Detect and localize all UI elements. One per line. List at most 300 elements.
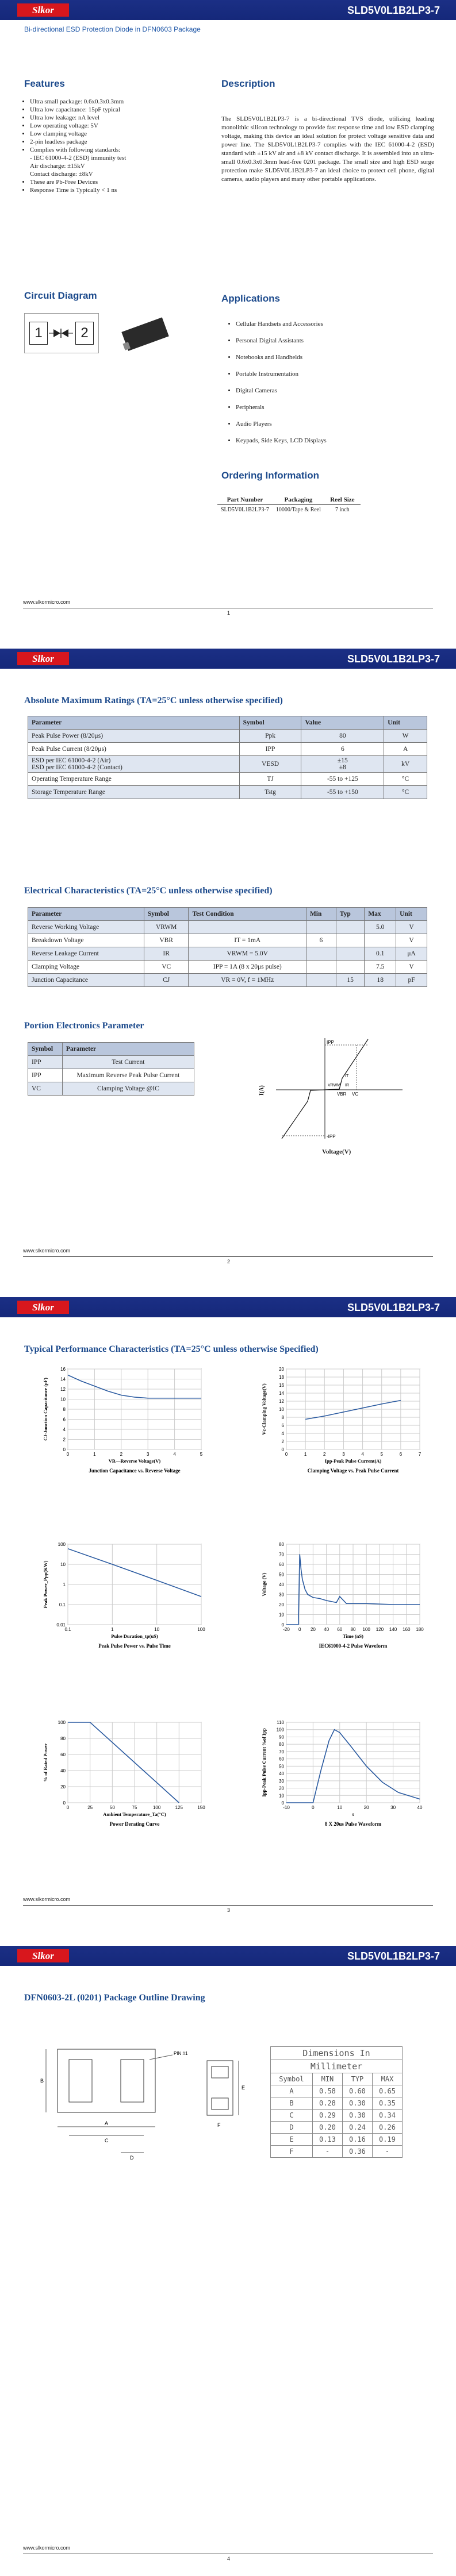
chart-y-tick-label: 110 <box>277 1720 284 1725</box>
elec-table-cell: VC <box>144 961 189 974</box>
dimensions-cell: A <box>271 2085 313 2097</box>
chart-x-tick-label: 160 <box>403 1627 411 1632</box>
chart-y-tick-label: 70 <box>279 1749 284 1754</box>
chart-x-tick-label: 4 <box>361 1452 364 1457</box>
chart-x-axis-label: Ambient Temperature_Ta(°C) <box>103 1811 166 1817</box>
abs-table-cell: IPP <box>239 743 301 756</box>
chart-y-tick-label: 0 <box>63 1800 66 1806</box>
chart-title: Clamping Voltage vs. Peak Pulse Current <box>307 1468 399 1474</box>
header-bar <box>0 1946 456 1966</box>
chart-y-tick-label: 10 <box>279 1612 284 1618</box>
elec-table-cell: V <box>396 934 427 947</box>
dimensions-cell: 0.58 <box>312 2085 342 2097</box>
chart-x-axis-label: Time (nS) <box>343 1633 363 1639</box>
applications-list <box>224 316 426 449</box>
chart-y-axis-label: % of Rated Power <box>43 1743 48 1782</box>
chart-x-tick-label: 0 <box>66 1452 70 1457</box>
application-item: • Audio Players <box>236 416 426 433</box>
elec-table-cell: V <box>396 921 427 934</box>
iv-label-ipp: IPP <box>327 1040 334 1045</box>
chart-x-tick-label: 5 <box>380 1452 383 1457</box>
chart-x-tick-label: 2 <box>120 1452 123 1457</box>
ordering-header-reel: Reel Size <box>324 495 360 505</box>
abs-table-cell: 6 <box>301 743 384 756</box>
dimensions-cell: 0.34 <box>372 2110 402 2122</box>
chart-x-tick-label: 140 <box>389 1627 397 1632</box>
elec-table-cell <box>336 921 365 934</box>
elec-table-cell: 15 <box>336 974 365 987</box>
dim-label-d: D <box>130 2155 134 2161</box>
chart-x-tick-label: 3 <box>146 1452 150 1457</box>
feature-item: • Ultra small package: 0.6x0.3x0.3mm <box>30 98 208 106</box>
elec-table-row <box>28 961 427 974</box>
portion-parameter-title: Portion Electronics Parameter <box>24 1021 144 1031</box>
dimensions-table <box>270 2046 403 2158</box>
abs-table-cell: ESD per IEC 61000-4-2 (Air) ESD per IEC 61000-4-2 (Contact) <box>28 756 240 773</box>
elec-table-cell: V <box>396 961 427 974</box>
dimensions-cell: 0.28 <box>312 2097 342 2110</box>
dimensions-row <box>271 2110 403 2122</box>
chart-x-tick-label: 150 <box>197 1805 205 1810</box>
dimensions-cell: - <box>312 2146 342 2158</box>
features-title: Features <box>24 78 65 89</box>
chart-x-tick-label: 1 <box>93 1452 96 1457</box>
iv-label-it: IT <box>345 1074 349 1078</box>
chart-y-tick-label: 20 <box>279 1602 284 1607</box>
footer-divider <box>23 1256 433 1257</box>
chart-y-tick-label: 40 <box>279 1771 284 1777</box>
chart-y-tick-label: 40 <box>60 1768 66 1773</box>
part-number: SLD5V0L1B2LP3-7 <box>347 1950 440 1962</box>
iv-label-vrwm: VRWM <box>328 1083 341 1088</box>
elec-table-cell: VBR <box>144 934 189 947</box>
elec-table-cell: Breakdown Voltage <box>28 934 144 947</box>
description-text: The SLD5V0L1B2LP3-7 is a bi-directional TVS diode, utilizing leading monolithic silicon technology to provide fast response time and low ESD clamping voltage, making this device an ideal solution for protect voltage sensitive data and power line. The SLD5V0L1B2LP3-7 complies with the IEC 61000-4-2 (ESD) standard with ±15 kV air and ±8 kV contact discharge. It is assembled into an ultra-small 0.6x0.3x0.3mm lead-free 0201 package. The small size and high ESD surge protection make SLD5V0L1B2LP3-7 an ideal choice to protect cell phone, digital cameras, audio players and many other portable applications. <box>221 115 434 183</box>
absolute-max-ratings-table <box>28 716 427 799</box>
iv-label-neg-ipp: -IPP <box>327 1134 336 1139</box>
dimensions-header: Symbol <box>271 2073 313 2085</box>
elec-table-cell: Junction Capacitance <box>28 974 144 987</box>
chart-y-tick-label: 18 <box>279 1375 284 1380</box>
chart-title: Junction Capacitance vs. Reverse Voltage <box>89 1468 181 1474</box>
chart-y-tick-label: 40 <box>279 1582 284 1587</box>
abs-table-cell: °C <box>384 786 427 799</box>
elec-table-cell <box>336 947 365 961</box>
chart-x-tick-label: 3 <box>342 1452 345 1457</box>
iv-y-axis-label: I(A) <box>259 1085 265 1096</box>
chart-x-tick-label: 2 <box>323 1452 326 1457</box>
pin-1-label: 1 <box>29 322 48 345</box>
elec-table-cell: IT = 1mA <box>189 934 306 947</box>
chart-x-tick-label: 50 <box>109 1805 115 1810</box>
elec-table-cell: CJ <box>144 974 189 987</box>
dim-label-b: B <box>40 2078 44 2084</box>
abs-table-cell: Operating Temperature Range <box>28 773 240 786</box>
chart-y-axis-label: Vc-Clamping Voltage(V) <box>261 1383 267 1435</box>
chart-y-tick-label: 60 <box>279 1562 284 1567</box>
chart-y-tick-label: 14 <box>279 1391 284 1396</box>
portion-table-cell: Clamping Voltage @IC <box>62 1082 194 1096</box>
dimensions-cell: F <box>271 2146 313 2158</box>
chart-x-tick-label: 6 <box>399 1452 403 1457</box>
elec-table-cell <box>306 921 336 934</box>
chart-y-tick-label: 80 <box>279 1542 284 1547</box>
elec-table-cell: 6 <box>306 934 336 947</box>
dimensions-cell: 0.30 <box>342 2097 372 2110</box>
chart-x-tick-label: 10 <box>337 1805 343 1810</box>
chart-y-axis-label: Peak Power_Ppp(KW) <box>43 1560 48 1609</box>
chart-y-tick-label: 60 <box>279 1756 284 1762</box>
ordering-packaging: 10000/Tape & Reel <box>275 507 321 513</box>
chart-y-tick-label: 0 <box>63 1447 66 1452</box>
chart-y-tick-label: 10 <box>279 1793 284 1799</box>
abs-table-cell: -55 to +125 <box>301 773 384 786</box>
chart-y-tick-label: 30 <box>279 1778 284 1784</box>
abs-table-cell: kV <box>384 756 427 773</box>
header-bar <box>0 0 456 20</box>
dimensions-cell: C <box>271 2110 313 2122</box>
chart-x-tick-label: 40 <box>324 1627 329 1632</box>
elec-table-cell: IR <box>144 947 189 961</box>
portion-table-header: Symbol <box>28 1043 63 1056</box>
chart-x-tick-label: -20 <box>283 1627 290 1632</box>
electrical-characteristics-title: Electrical Characteristics (TA=25°C unless otherwise specified) <box>24 886 273 896</box>
abs-table-row <box>28 743 427 756</box>
chart-y-axis-label: Ipp-Peak Pulse Current %of Ipp <box>261 1728 267 1797</box>
dimensions-header: MIN <box>312 2073 342 2085</box>
chart-x-tick-label: 125 <box>175 1805 183 1810</box>
feature-item: Air discharge: ±15kV <box>30 163 85 169</box>
abs-table-header: Symbol <box>239 716 301 730</box>
abs-table-cell: ±15 ±8 <box>301 756 384 773</box>
elec-table-cell: Reverse Working Voltage <box>28 921 144 934</box>
abs-table-cell: Ppk <box>239 730 301 743</box>
chart-y-tick-label: 2 <box>281 1439 284 1444</box>
abs-table-cell: W <box>384 730 427 743</box>
iv-label-vbr: VBR <box>337 1092 347 1097</box>
elec-table-header: Symbol <box>144 908 189 921</box>
chart-plot-area <box>286 1722 420 1803</box>
ordering-part-number: SLD5V0L1B2LP3-7 <box>221 507 269 513</box>
chart-y-tick-label: 2 <box>63 1437 66 1443</box>
features-list <box>17 98 208 194</box>
chart-8x20-pulse-waveform <box>259 1717 431 1829</box>
chart-x-axis-label: Ipp-Peak Pulse Current(A) <box>324 1458 382 1464</box>
electrical-characteristics-table <box>28 907 427 987</box>
elec-table-cell: VRWM <box>144 921 189 934</box>
elec-table-cell <box>189 921 306 934</box>
elec-table-cell <box>365 934 396 947</box>
package-side-view <box>196 2049 259 2135</box>
chart-x-tick-label: 0 <box>298 1627 301 1632</box>
elec-table-cell: 7.5 <box>365 961 396 974</box>
abs-table-cell: Peak Pulse Current (8/20μs) <box>28 743 240 756</box>
chart-y-tick-label: 10 <box>279 1407 284 1412</box>
chart-y-axis-label: Voltage (V) <box>261 1572 267 1596</box>
dimensions-cell: 0.30 <box>342 2110 372 2122</box>
chart-capacitance-vs-voltage <box>40 1363 213 1475</box>
chart-x-tick-label: 40 <box>417 1805 423 1810</box>
chart-y-tick-label: 0 <box>281 1447 284 1452</box>
elec-table-cell: VR = 0V, f = 1MHz <box>189 974 306 987</box>
page-1 <box>0 0 456 630</box>
elec-table-row <box>28 934 427 947</box>
dimensions-cell: 0.65 <box>372 2085 402 2097</box>
chart-x-tick-label: 20 <box>363 1805 369 1810</box>
chart-y-tick-label: 50 <box>279 1572 284 1578</box>
feature-item: • Response Time is Typically < 1 ns <box>30 186 208 194</box>
elec-table-row <box>28 947 427 961</box>
portion-table-row <box>28 1069 194 1082</box>
chart-y-tick-label: 6 <box>63 1417 66 1422</box>
part-number: SLD5V0L1B2LP3-7 <box>347 653 440 665</box>
application-item: • Personal Digital Assistants <box>236 333 426 349</box>
footer-url[interactable]: www.slkormicro.com <box>23 2545 71 2551</box>
chart-x-tick-label: 30 <box>390 1805 396 1810</box>
application-item: • Cellular Handsets and Accessories <box>236 316 426 333</box>
feature-item: • These are Pb-Free Devices <box>30 178 208 186</box>
feature-item: • 2-pin leadless package <box>30 138 208 146</box>
chart-x-tick-label: 0 <box>285 1452 288 1457</box>
portion-table-header: Parameter <box>62 1043 194 1056</box>
dimensions-cell: 0.60 <box>342 2085 372 2097</box>
page-number: 1 <box>227 610 231 616</box>
chart-x-tick-label: 10 <box>154 1627 160 1632</box>
chart-y-tick-label: 20 <box>279 1786 284 1791</box>
pin-2-label: 2 <box>75 322 94 345</box>
footer-divider <box>23 1905 433 1906</box>
chart-iec-pulse-waveform <box>259 1538 431 1651</box>
brand-logo: Slkor <box>17 1301 69 1314</box>
chart-x-tick-label: 25 <box>87 1805 93 1810</box>
application-item: • Digital Cameras <box>236 383 426 399</box>
portion-table-row <box>28 1056 194 1069</box>
chart-y-tick-label: 12 <box>279 1399 284 1404</box>
feature-item: • Low operating voltage: 5V <box>30 122 208 130</box>
dimensions-cell: 0.29 <box>312 2110 342 2122</box>
page-number: 2 <box>227 1259 231 1264</box>
page-subtitle: Bi-directional ESD Protection Diode in DFN0603 Package <box>24 25 201 33</box>
pin1-label: PIN #1 <box>174 2051 188 2056</box>
dimensions-header: TYP <box>342 2073 372 2085</box>
chart-y-tick-label: 10 <box>60 1562 66 1567</box>
chart-x-tick-label: -10 <box>283 1805 290 1810</box>
abs-table-cell: Storage Temperature Range <box>28 786 240 799</box>
page-3 <box>0 1297 456 1927</box>
elec-table-cell: μA <box>396 947 427 961</box>
page-2 <box>0 649 456 1278</box>
application-item: • Peripherals <box>236 399 426 416</box>
chart-y-tick-label: 4 <box>281 1431 284 1436</box>
abs-table-cell: TJ <box>239 773 301 786</box>
abs-table-header: Unit <box>384 716 427 730</box>
application-item: • Keypads, Side Keys, LCD Displays <box>236 433 426 449</box>
chart-x-tick-label: 4 <box>173 1452 176 1457</box>
part-number: SLD5V0L1B2LP3-7 <box>347 5 440 16</box>
chart-title: 8 X 20us Pulse Waveform <box>324 1821 382 1827</box>
page-number: 4 <box>227 2556 231 2562</box>
elec-table-header: Test Condition <box>189 908 306 921</box>
chart-y-tick-label: 0 <box>281 1800 284 1806</box>
dim-label-f: F <box>217 2122 221 2128</box>
chart-y-tick-label: 10 <box>60 1397 66 1402</box>
chart-x-axis-label: VR—Reverse Voltage(V) <box>108 1458 161 1464</box>
tvs-diode-icon <box>49 327 73 339</box>
elec-table-row <box>28 921 427 934</box>
elec-table-cell: Clamping Voltage <box>28 961 144 974</box>
chart-y-tick-label: 16 <box>60 1367 66 1372</box>
chart-y-tick-label: 50 <box>279 1764 284 1769</box>
elec-table-cell: 5.0 <box>365 921 396 934</box>
chart-y-tick-label: 20 <box>279 1367 284 1372</box>
elec-table-header: Unit <box>396 908 427 921</box>
dimensions-row <box>271 2122 403 2134</box>
chart-x-tick-label: 0 <box>312 1805 315 1810</box>
chart-x-tick-label: 1 <box>111 1627 114 1632</box>
feature-item: Contact discharge: ±8kV <box>30 171 93 178</box>
portion-table-cell: Maximum Reverse Peak Pulse Current <box>62 1069 194 1082</box>
dimensions-cell: D <box>271 2122 313 2134</box>
elec-table-cell: VRWM = 5.0V <box>189 947 306 961</box>
elec-table-cell: Reverse Leakage Current <box>28 947 144 961</box>
feature-item: - IEC 61000-4-2 (ESD) immunity test <box>30 155 127 161</box>
abs-table-cell: Peak Pulse Power (8/20μs) <box>28 730 240 743</box>
chart-title: Peak Pulse Power vs. Pulse Time <box>98 1643 171 1649</box>
dimensions-header: MAX <box>372 2073 402 2085</box>
chart-x-tick-label: 100 <box>362 1627 370 1632</box>
portion-table-row <box>28 1082 194 1096</box>
iv-label-ir: IR <box>345 1083 349 1088</box>
circuit-diagram-title: Circuit Diagram <box>24 290 97 301</box>
dimensions-title-1: Dimensions In <box>271 2047 403 2060</box>
chart-x-tick-label: 80 <box>350 1627 356 1632</box>
application-item: • Portable Instrumentation <box>236 366 426 383</box>
chart-y-tick-label: 100 <box>276 1727 284 1733</box>
dimensions-row <box>271 2097 403 2110</box>
chart-x-tick-label: 180 <box>416 1627 424 1632</box>
elec-table-cell <box>306 947 336 961</box>
chart-y-tick-label: 14 <box>60 1376 66 1382</box>
dim-label-c: C <box>105 2138 109 2143</box>
dimensions-row <box>271 2146 403 2158</box>
page-4 <box>0 1946 456 2575</box>
dimensions-cell: 0.20 <box>312 2122 342 2134</box>
chart-x-axis-label: Pulse Duration_tp(uS) <box>111 1633 158 1639</box>
abs-table-cell: -55 to +150 <box>301 786 384 799</box>
chart-power-derating <box>40 1717 213 1829</box>
application-item: • Notebooks and Handhelds <box>236 349 426 366</box>
circuit-symbol-box <box>24 313 99 353</box>
abs-table-row <box>28 773 427 786</box>
chart-y-tick-label: 12 <box>60 1387 66 1392</box>
chart-title: IEC61000-4-2 Pulse Waveform <box>319 1643 388 1649</box>
chart-x-tick-label: 0 <box>66 1805 70 1810</box>
portion-parameter-table <box>28 1042 194 1096</box>
iv-label-vc: VC <box>352 1092 359 1097</box>
chart-x-tick-label: 100 <box>152 1805 161 1810</box>
chart-y-tick-label: 100 <box>58 1720 66 1725</box>
elec-table-cell <box>306 974 336 987</box>
footer-url[interactable]: www.slkormicro.com <box>23 1248 71 1254</box>
chart-x-tick-label: 20 <box>310 1627 316 1632</box>
package-outline-drawing <box>35 2038 207 2164</box>
dimensions-cell: 0.26 <box>372 2122 402 2134</box>
chart-clamping-vs-current <box>259 1363 431 1475</box>
portion-table-cell: Test Current <box>62 1056 194 1069</box>
feature-item: • Complies with following standards: <box>30 146 208 154</box>
chart-y-tick-label: 100 <box>58 1542 66 1547</box>
chart-y-tick-label: 90 <box>279 1734 284 1740</box>
ordering-title: Ordering Information <box>221 470 319 481</box>
dimensions-cell: 0.13 <box>312 2134 342 2146</box>
chart-x-tick-label: 75 <box>132 1805 137 1810</box>
dimensions-cell: 0.16 <box>342 2134 372 2146</box>
elec-table-header: Parameter <box>28 908 144 921</box>
part-number: SLD5V0L1B2LP3-7 <box>347 1302 440 1313</box>
dimensions-cell: 0.19 <box>372 2134 402 2146</box>
abs-table-row <box>28 730 427 743</box>
elec-table-header: Max <box>365 908 396 921</box>
chart-x-axis-label: t <box>352 1811 354 1817</box>
portion-table-cell: IPP <box>28 1069 63 1082</box>
iv-characteristic-diagram <box>253 1032 408 1147</box>
chart-y-tick-label: 70 <box>279 1552 284 1557</box>
chart-y-tick-label: 20 <box>60 1784 66 1790</box>
dimensions-cell: 0.36 <box>342 2146 372 2158</box>
dimensions-cell: 0.24 <box>342 2122 372 2134</box>
package-illustration-icon <box>104 304 178 362</box>
chart-peak-power-vs-time <box>40 1538 213 1651</box>
elec-table-cell: 18 <box>365 974 396 987</box>
brand-logo: Slkor <box>17 652 69 665</box>
dimensions-row <box>271 2134 403 2146</box>
feature-item: • Ultra low leakage: nA level <box>30 114 208 122</box>
abs-table-header: Value <box>301 716 384 730</box>
footer-url[interactable]: www.slkormicro.com <box>23 1896 71 1902</box>
brand-logo: Slkor <box>17 1949 69 1962</box>
ordering-reel-size: 7 inch <box>335 507 350 513</box>
abs-table-row <box>28 756 427 773</box>
chart-y-tick-label: 80 <box>279 1742 284 1748</box>
chart-y-tick-label: 0.1 <box>59 1602 66 1607</box>
chart-y-tick-label: 0 <box>281 1622 284 1628</box>
abs-table-row <box>28 786 427 799</box>
dim-label-e: E <box>242 2085 246 2091</box>
header-bar <box>0 649 456 669</box>
dimensions-cell: - <box>372 2146 402 2158</box>
typical-performance-title: Typical Performance Characteristics (TA=25°C unless otherwise Specified) <box>24 1344 319 1354</box>
elec-table-cell <box>336 934 365 947</box>
footer-url[interactable]: www.slkormicro.com <box>23 599 71 605</box>
chart-y-tick-label: 16 <box>279 1383 284 1388</box>
elec-table-cell: 0.1 <box>365 947 396 961</box>
chart-y-tick-label: 6 <box>281 1423 284 1428</box>
elec-table-cell: IPP = 1A (8 x 20μs pulse) <box>189 961 306 974</box>
abs-table-header: Parameter <box>28 716 240 730</box>
abs-table-cell: VESD <box>239 756 301 773</box>
page-number: 3 <box>227 1907 231 1913</box>
chart-y-tick-label: 60 <box>60 1752 66 1757</box>
ordering-header-part: Part Number <box>217 495 273 505</box>
header-bar <box>0 1297 456 1317</box>
package-outline-title: DFN0603-2L (0201) Package Outline Drawing <box>24 1993 205 2003</box>
elec-table-row <box>28 974 427 987</box>
dimensions-cell: E <box>271 2134 313 2146</box>
ordering-header-packaging: Packaging <box>273 495 324 505</box>
chart-y-tick-label: 1 <box>63 1582 66 1587</box>
chart-y-tick-label: 4 <box>63 1427 66 1432</box>
chart-x-tick-label: 100 <box>197 1627 205 1632</box>
